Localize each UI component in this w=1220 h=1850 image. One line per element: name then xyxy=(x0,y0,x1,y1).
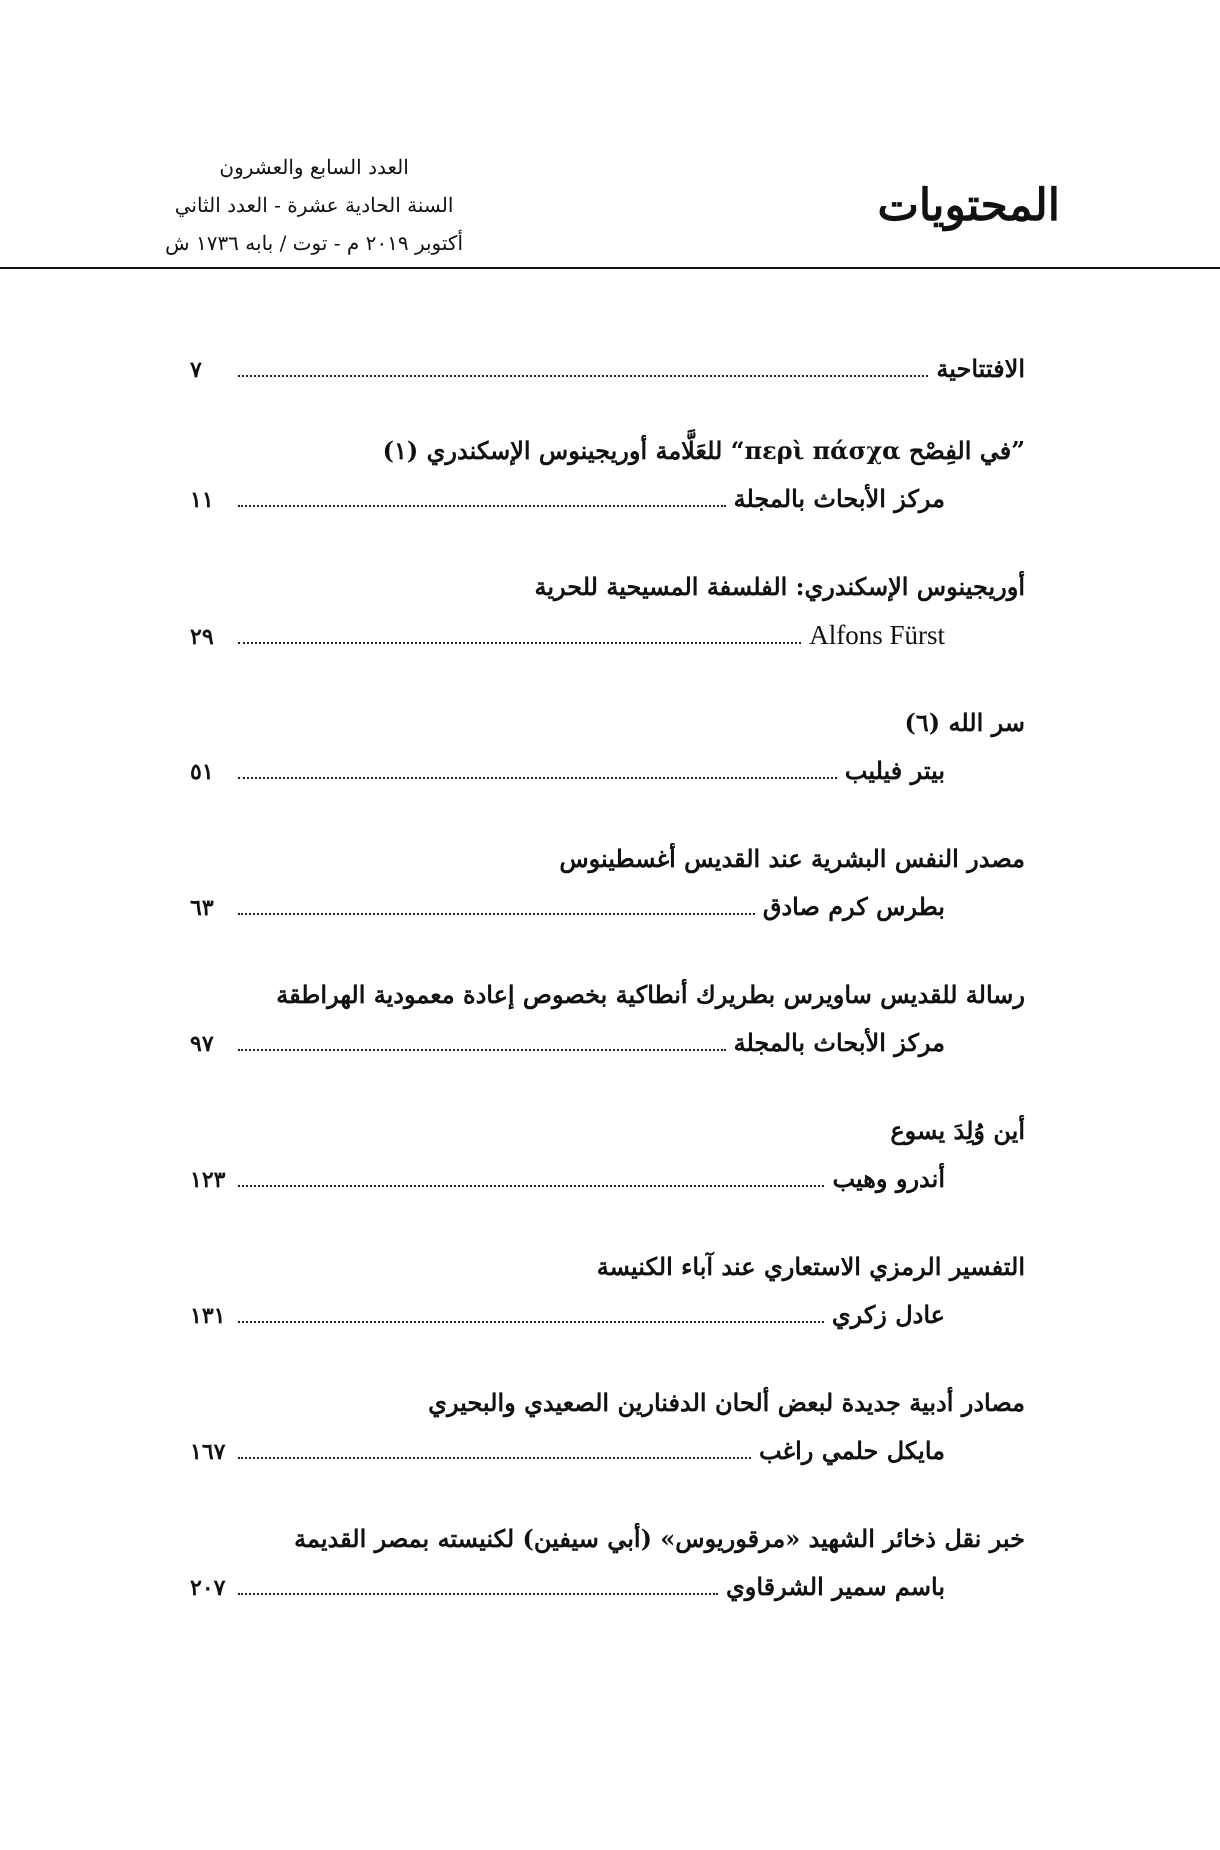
toc-entry-title: أوريجينوس الإسكندري: الفلسفة المسيحية للحرية xyxy=(534,572,1025,601)
toc-entry-page: ٢٩ xyxy=(190,624,214,650)
toc-entry-author: Alfons Fürst xyxy=(809,620,945,650)
toc-entry-title: الافتتاحية xyxy=(936,354,1025,383)
toc-entry-page: ٦٣ xyxy=(190,895,214,921)
toc-entry-title: مصدر النفس البشرية عند القديس أغسطينوس xyxy=(559,844,1025,873)
dot-leader xyxy=(238,1456,751,1459)
header-divider xyxy=(0,267,1220,269)
toc-entry-author: مايكل حلمي راغب xyxy=(758,1436,945,1465)
toc-entry[interactable] xyxy=(190,971,1025,1067)
issue-year: السنة الحادية عشرة - العدد الثاني xyxy=(174,193,454,217)
toc-entry-author: عادل زكري xyxy=(831,1300,945,1329)
dot-leader xyxy=(238,1048,726,1051)
toc-entry-title: ”في الفِصْح περὶ πάσχα“ للعَلَّامة أوريجينوس الإسكندري (١) xyxy=(382,436,1025,465)
dot-leader xyxy=(238,374,928,377)
toc-entry-page: ١٣١ xyxy=(190,1303,226,1329)
dot-leader xyxy=(238,1592,718,1595)
toc-entry-opening[interactable] xyxy=(190,345,1025,393)
dot-leader xyxy=(238,1184,824,1187)
dot-leader xyxy=(238,504,726,507)
dot-leader xyxy=(238,1320,824,1323)
toc-entry-page: ١٦٧ xyxy=(190,1439,226,1465)
toc-entry-title: أين وُلِدَ يسوع xyxy=(890,1116,1025,1145)
toc-entry-title: رسالة للقديس ساويرس بطريرك أنطاكية بخصوص إعادة معمودية الهراطقة xyxy=(276,980,1025,1009)
toc-entry-title: التفسير الرمزي الاستعاري عند آباء الكنيسة xyxy=(596,1252,1025,1281)
toc-entry-page: ٢٠٧ xyxy=(190,1575,226,1601)
toc-entry[interactable] xyxy=(190,699,1025,795)
toc-entry[interactable] xyxy=(190,1515,1025,1611)
toc-entry-title: مصادر أدبية جديدة لبعض ألحان الدفنارين الصعيدي والبحيري xyxy=(428,1388,1025,1417)
toc-entry-author: باسم سمير الشرقاوي xyxy=(725,1572,945,1601)
dot-leader xyxy=(238,912,755,915)
toc-entry-author: بيتر فيليب xyxy=(844,756,945,785)
toc-entry-title: سر الله (٦) xyxy=(904,708,1025,737)
toc-entry[interactable] xyxy=(190,1107,1025,1203)
toc-entry-page: ٥١ xyxy=(190,759,214,785)
toc-entry-title: خبر نقل ذخائر الشهيد «مرقوريوس» (أبي سيفين) لكنيسته بمصر القديمة xyxy=(294,1524,1025,1553)
toc-entry-page: ١٢٣ xyxy=(190,1167,226,1193)
toc-entry-author: مركز الأبحاث بالمجلة xyxy=(733,484,945,513)
dot-leader xyxy=(238,776,837,779)
page-title: المحتويات xyxy=(877,180,1060,231)
toc-entry[interactable] xyxy=(190,427,1025,523)
toc-entry-author: مركز الأبحاث بالمجلة xyxy=(733,1028,945,1057)
table-of-contents xyxy=(190,345,1025,1611)
issue-number: العدد السابع والعشرون xyxy=(219,155,409,179)
toc-entry[interactable] xyxy=(190,1379,1025,1475)
issue-date: أكتوبر ٢٠١٩ م - توت / بابه ١٧٣٦ ش xyxy=(165,231,463,255)
toc-entry-author: أندرو وهيب xyxy=(832,1164,945,1193)
toc-entry-page: ١١ xyxy=(190,487,214,513)
toc-entry-page: ٧ xyxy=(190,357,202,383)
toc-entry-author: بطرس كرم صادق xyxy=(762,892,945,921)
issue-info xyxy=(165,148,463,262)
toc-entry-page: ٩٧ xyxy=(190,1031,214,1057)
toc-entry[interactable] xyxy=(190,1243,1025,1339)
toc-entry[interactable] xyxy=(190,835,1025,931)
toc-entry[interactable] xyxy=(190,563,1025,659)
page-header xyxy=(0,0,1220,270)
dot-leader xyxy=(238,641,801,644)
